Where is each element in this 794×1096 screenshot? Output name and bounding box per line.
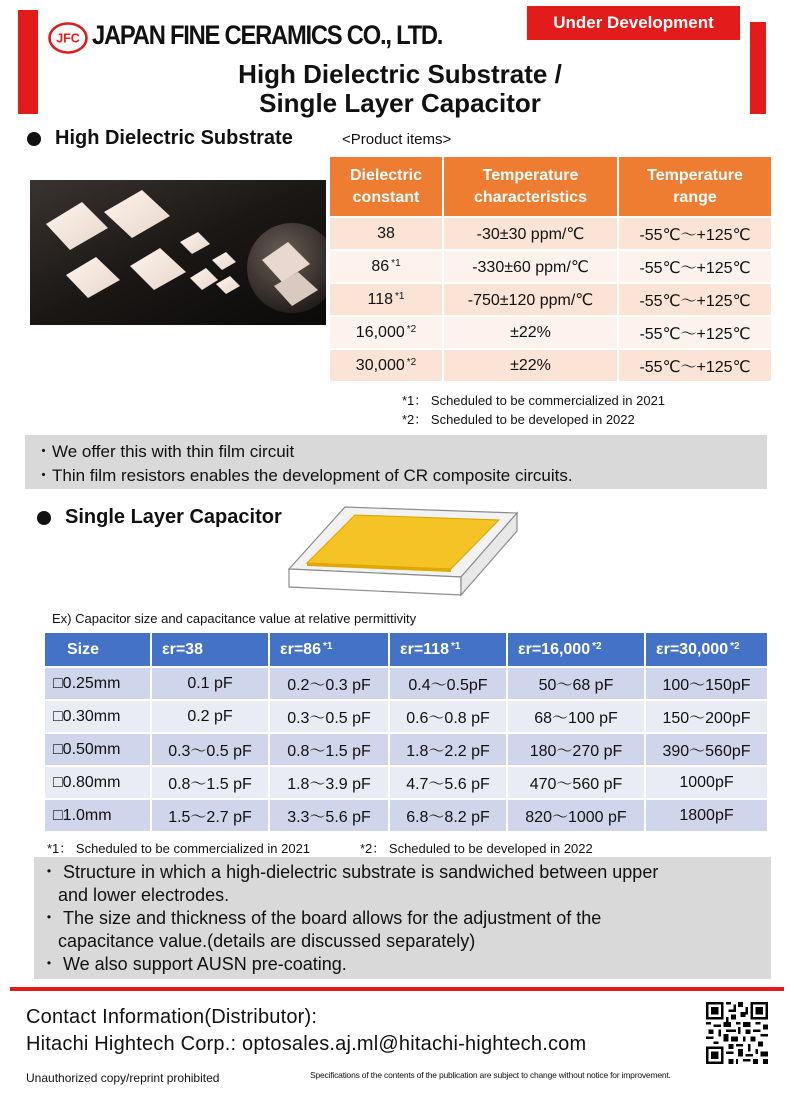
- capacitance-table: [45, 633, 767, 831]
- dielectric-constant-cell: [330, 282, 444, 315]
- column-header-temperature-characteristics: [444, 157, 619, 216]
- dielectric-constant-cell: [330, 348, 444, 381]
- footnote-1: *1： Scheduled to be commercialized in 2021: [47, 841, 311, 856]
- footnote-2: *2： Scheduled to be developed in 2022: [360, 841, 593, 856]
- size-cell: □1.0mm: [45, 798, 152, 831]
- temperature-characteristic-cell: -330±60 ppm/℃: [444, 249, 619, 282]
- header-text: Size: [67, 640, 100, 658]
- product-items-label: <Product items>: [342, 131, 452, 148]
- bullet-icon: [37, 511, 51, 525]
- info-line: ・Thin film resistors enables the development of CR composite circuits.: [35, 466, 573, 485]
- table-row: [330, 348, 771, 381]
- capacitor-structure-illustration: [285, 505, 523, 597]
- header-text: εr=86: [280, 640, 321, 658]
- contact-heading: Contact Information(Distributor):: [26, 1006, 318, 1028]
- capacitance-cell: 0.3～0.5 pF: [270, 699, 390, 732]
- temperature-range-cell: -55℃～+125℃: [619, 249, 771, 282]
- footnote-mark: *1: [391, 257, 401, 269]
- capacitance-cell: 390～560pF: [646, 732, 767, 765]
- temperature-characteristic-cell: ±22%: [444, 348, 619, 381]
- header-text: Temperature: [647, 166, 743, 184]
- column-header-temperature-range: [619, 157, 771, 216]
- info-line: capacitance value.(details are discussed separately): [58, 931, 476, 951]
- column-header-size: [45, 633, 152, 666]
- column-header-dielectric-constant: [330, 157, 444, 216]
- capacitance-cell: 6.8～8.2 pF: [390, 798, 508, 831]
- temperature-characteristic-cell: ±22%: [444, 315, 619, 348]
- header-text: Dielectric: [349, 166, 423, 184]
- capacitance-cell: 1.5～2.7 pF: [152, 798, 270, 831]
- temperature-range-cell: -55℃～+125℃: [619, 216, 771, 249]
- specification-notice: Specifications of the contents of the publication are subject to change without notice for improvement.: [310, 1070, 671, 1080]
- cell-value: 118: [367, 290, 394, 308]
- contact-info: [26, 1004, 586, 1058]
- info-line: ・ We also support AUSN pre-coating.: [40, 954, 347, 974]
- capacitance-cell: 1000pF: [646, 765, 767, 798]
- size-cell: □0.80mm: [45, 765, 152, 798]
- footnote-mark: *1: [450, 640, 461, 652]
- footnote-mark: *2: [406, 323, 417, 335]
- company-name: JAPAN FINE CERAMICS CO., LTD.: [92, 20, 443, 50]
- substrate-info-box: [25, 435, 767, 489]
- example-caption: Ex) Capacitor size and capacitance value at relative permittivity: [52, 611, 417, 626]
- capacitance-cell: 0.3～0.5 pF: [152, 732, 270, 765]
- page-title: [120, 60, 680, 118]
- capacitance-cell: 0.8～1.5 pF: [152, 765, 270, 798]
- footnote-mark: *2: [730, 640, 740, 652]
- info-line: and lower electrodes.: [58, 885, 230, 905]
- footnote-2: *2： Scheduled to be developed in 2022: [402, 412, 635, 427]
- table-row: [330, 249, 771, 282]
- temperature-range-cell: -55℃～+125℃: [619, 348, 771, 381]
- table-row: [45, 798, 767, 831]
- capacitance-cell: 1800pF: [646, 798, 767, 831]
- table-row: [330, 315, 771, 348]
- column-header-er-30000: [646, 633, 767, 666]
- footnote-mark: *2: [406, 356, 417, 368]
- column-header-er-16000: [508, 633, 646, 666]
- table-row: [45, 765, 767, 798]
- table-row: [45, 699, 767, 732]
- table-row: [330, 216, 771, 249]
- footnote-1: *1： Scheduled to be commercialized in 2021: [402, 393, 666, 408]
- footnote-mark: *1: [395, 290, 405, 302]
- info-line: ・ The size and thickness of the board allows for the adjustment of the: [40, 908, 602, 928]
- slc-info-box: [34, 857, 771, 979]
- header-accent-bar-left: [18, 10, 38, 114]
- table-header-row: [330, 157, 771, 216]
- capacitance-cell: 820～1000 pF: [508, 798, 646, 831]
- contact-email-line[interactable]: Hitachi Hightech Corp.: optosales.aj.ml@hitachi-hightech.com: [26, 1033, 587, 1055]
- capacitance-cell: 180～270 pF: [508, 732, 646, 765]
- capacitance-cell: 1.8～2.2 pF: [390, 732, 508, 765]
- size-cell: □0.25mm: [45, 666, 152, 699]
- column-header-er-118: [390, 633, 508, 666]
- header-text: Temperature: [482, 166, 579, 184]
- cell-value: 16,000: [355, 323, 405, 341]
- substrate-product-photo: [30, 180, 326, 325]
- status-badge: Under Development: [527, 6, 740, 40]
- temperature-range-cell: -55℃～+125℃: [619, 315, 771, 348]
- table-row: [330, 282, 771, 315]
- dielectric-constant-cell: [330, 315, 444, 348]
- slc-section-heading: [37, 506, 282, 529]
- capacitance-cell: 1.8～3.9 pF: [270, 765, 390, 798]
- capacitance-cell: 100～150pF: [646, 666, 767, 699]
- substrate-section-heading: [27, 127, 293, 150]
- substrate-heading-text: High Dielectric Substrate: [55, 127, 293, 149]
- capacitance-cell: 4.7～5.6 pF: [390, 765, 508, 798]
- capacitance-cell: 0.2 pF: [152, 699, 270, 732]
- page-title-line-1: High Dielectric Substrate /: [238, 59, 562, 89]
- capacitance-cell: 0.6～0.8 pF: [390, 699, 508, 732]
- slc-heading-text: Single Layer Capacitor: [65, 506, 282, 528]
- capacitance-cell: 0.1 pF: [152, 666, 270, 699]
- info-line: ・We offer this with thin film circuit: [35, 442, 295, 461]
- page-title-line-2: Single Layer Capacitor: [259, 88, 541, 118]
- table-header-row: [45, 633, 767, 666]
- temperature-range-cell: -55℃～+125℃: [619, 282, 771, 315]
- dielectric-substrate-table: [330, 157, 771, 381]
- header-text: εr=118: [400, 640, 449, 658]
- capacitance-cell: 0.8～1.5 pF: [270, 732, 390, 765]
- info-line: ・ Structure in which a high-dielectric substrate is sandwiched between upper: [40, 862, 659, 882]
- copyright-notice: Unauthorized copy/reprint prohibited: [26, 1071, 220, 1085]
- capacitance-cell: 150～200pF: [646, 699, 767, 732]
- jfc-logo-text: JFC: [56, 31, 80, 46]
- footer-divider: [10, 987, 784, 991]
- size-cell: □0.30mm: [45, 699, 152, 732]
- qr-code-icon[interactable]: [706, 1002, 768, 1064]
- column-header-er-86: [270, 633, 390, 666]
- capacitance-cell: 68～100 pF: [508, 699, 646, 732]
- header-text: εr=16,000: [518, 640, 591, 658]
- capacitance-cell: 50～68 pF: [508, 666, 646, 699]
- header-text: εr=30,000: [656, 640, 729, 658]
- cell-value: 86: [371, 257, 390, 275]
- table-row: [45, 666, 767, 699]
- header-text: εr=38: [162, 640, 203, 658]
- footnote-mark: *1: [322, 640, 333, 652]
- temperature-characteristic-cell: -750±120 ppm/℃: [444, 282, 619, 315]
- capacitance-cell: 0.4～0.5pF: [390, 666, 508, 699]
- jfc-logo-icon: [48, 22, 88, 54]
- dielectric-constant-cell: [330, 249, 444, 282]
- size-cell: □0.50mm: [45, 732, 152, 765]
- header-accent-bar-right: [750, 22, 766, 114]
- cell-value: 30,000: [355, 356, 405, 374]
- column-header-er-38: [152, 633, 270, 666]
- header-text: range: [673, 188, 717, 206]
- bullet-icon: [27, 132, 41, 146]
- header-text: characteristics: [474, 188, 587, 206]
- capacitance-cell: 470～560 pF: [508, 765, 646, 798]
- capacitance-cell: 0.2～0.3 pF: [270, 666, 390, 699]
- cell-value: 38: [377, 224, 395, 242]
- table-row: [45, 732, 767, 765]
- dielectric-constant-cell: [330, 216, 444, 249]
- capacitance-cell: 3.3～5.6 pF: [270, 798, 390, 831]
- header-text: constant: [352, 188, 420, 206]
- footnote-mark: *2: [592, 640, 602, 652]
- temperature-characteristic-cell: -30±30 ppm/℃: [444, 216, 619, 249]
